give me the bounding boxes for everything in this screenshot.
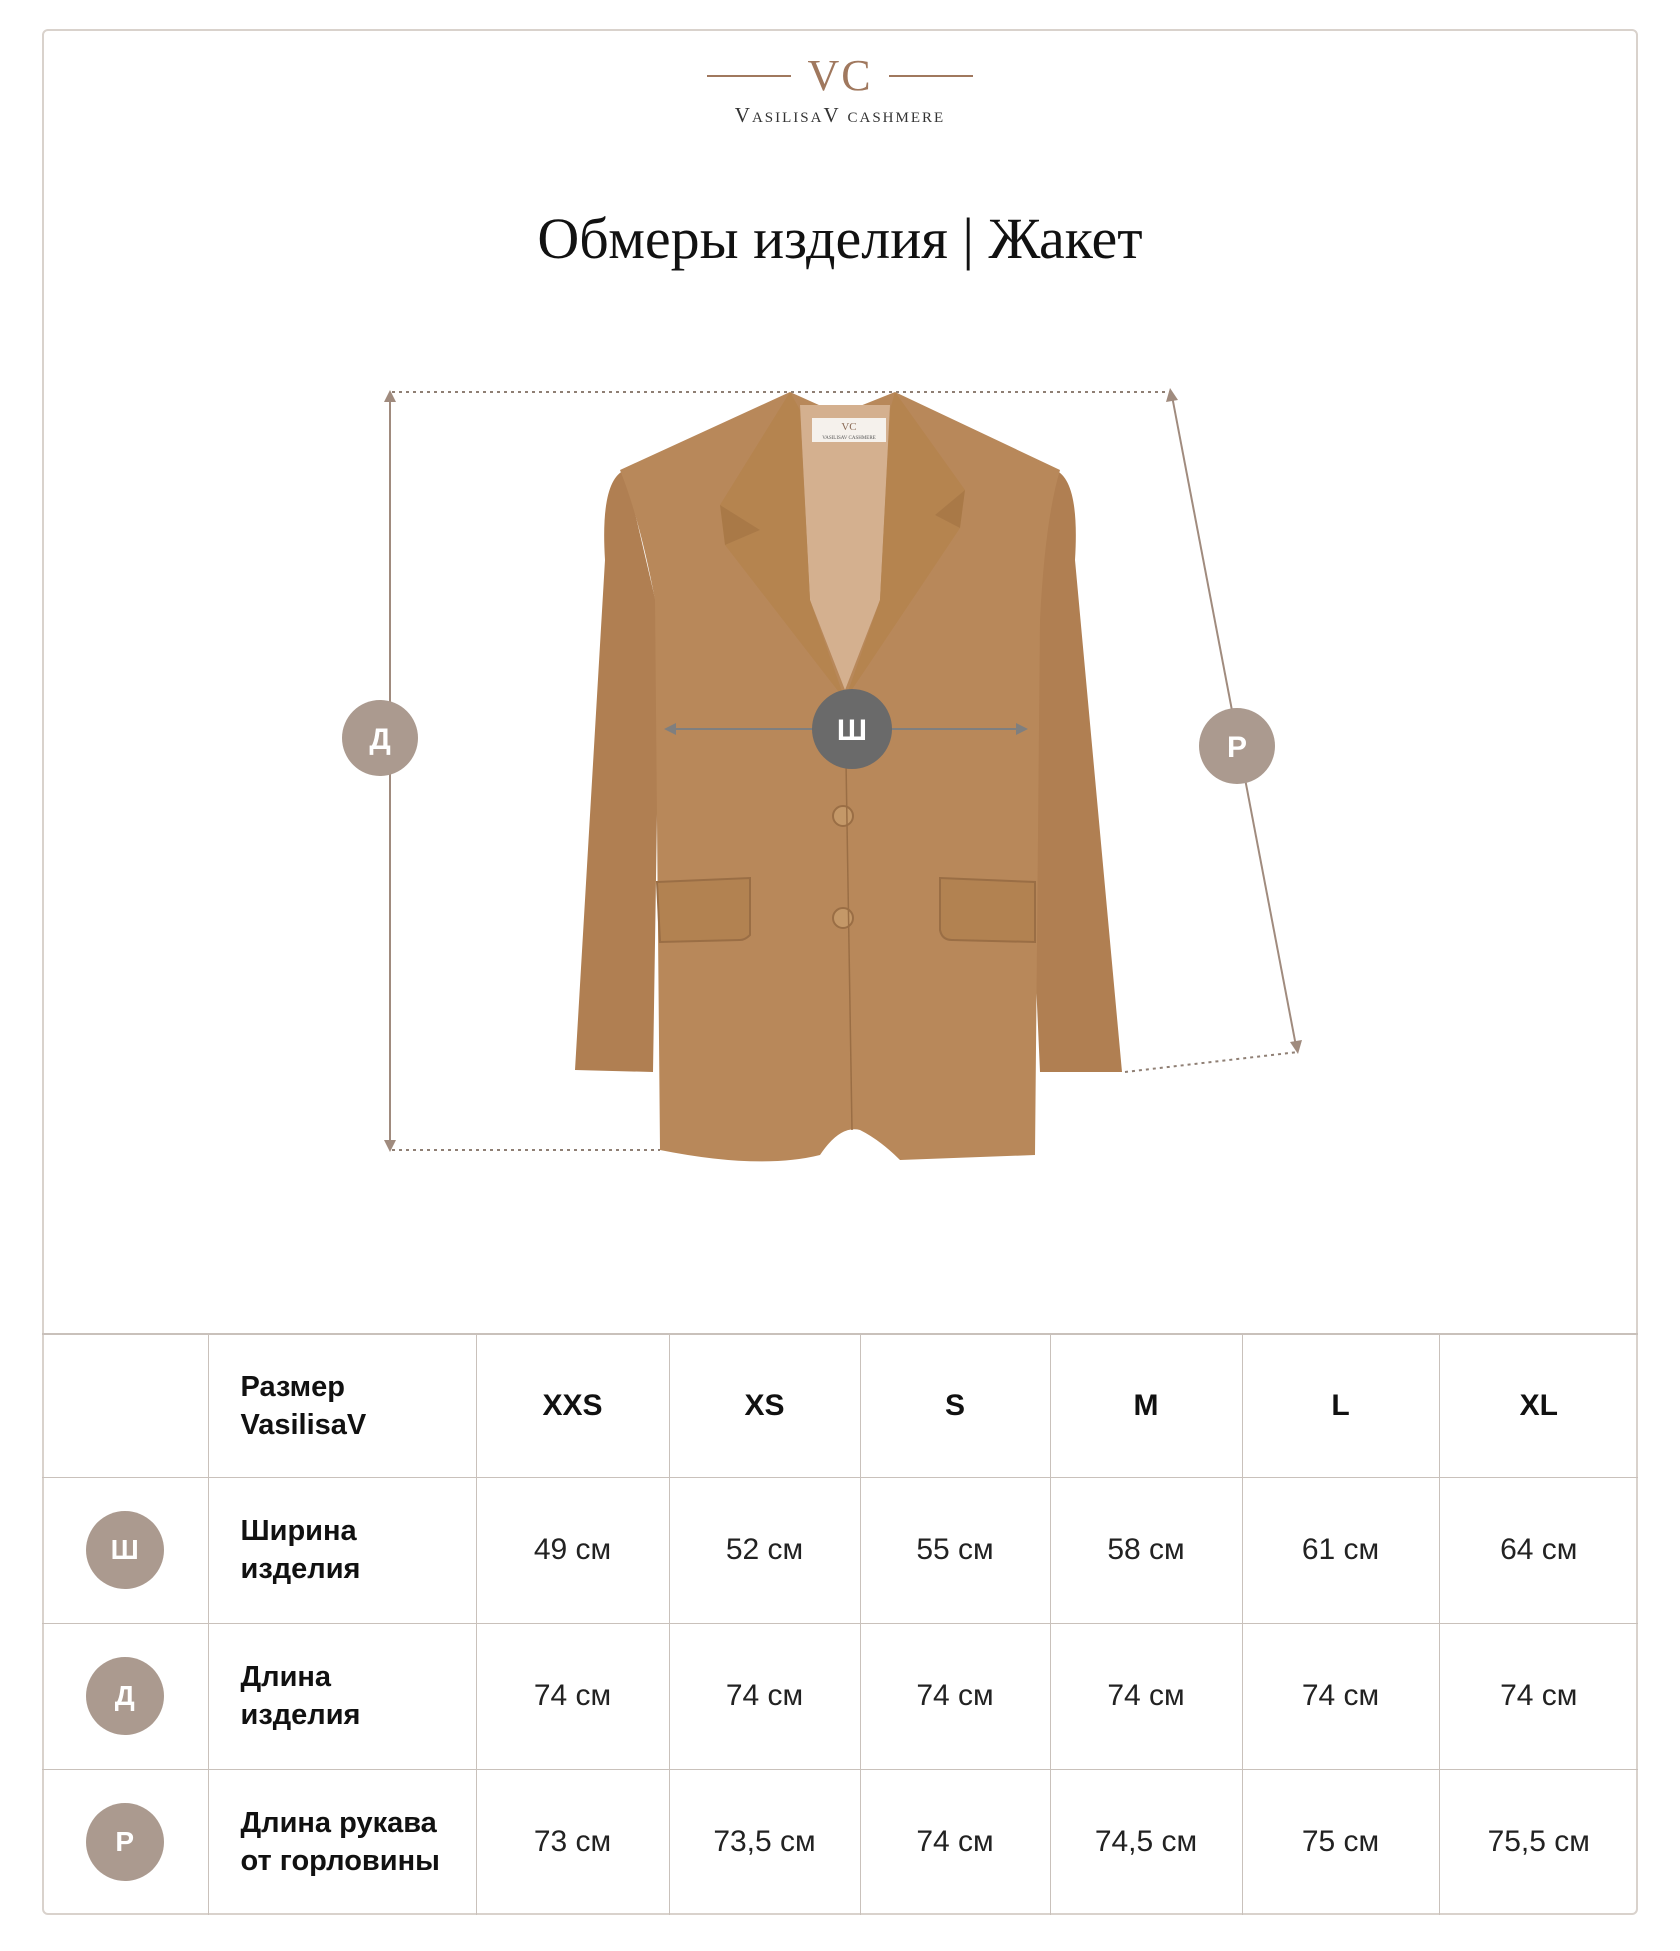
row-label — [208, 1623, 476, 1769]
header-empty-cell — [42, 1334, 208, 1477]
table-cell: 74,5 см — [1050, 1769, 1242, 1915]
row-badge-cell — [42, 1477, 208, 1623]
row-badge: Р — [86, 1803, 164, 1881]
row-badge-cell — [42, 1769, 208, 1915]
jacket-pocket-right — [940, 878, 1035, 942]
row-label-line: от горловины — [240, 1845, 440, 1878]
row-badge-cell — [42, 1623, 208, 1769]
table-cell: 74 см — [1439, 1623, 1638, 1769]
header-label-line: Размер — [240, 1370, 345, 1403]
size-header: S — [860, 1334, 1050, 1477]
table-header-row — [42, 1334, 1638, 1477]
header-label-line: VasilisaV — [240, 1408, 367, 1441]
logo-mark: VC — [807, 51, 873, 100]
badge-sleeve — [1199, 708, 1275, 784]
jacket-image — [575, 392, 1122, 1161]
table-row — [42, 1769, 1638, 1915]
table-cell: 49 см — [476, 1477, 669, 1623]
table-cell: 74 см — [1242, 1623, 1439, 1769]
row-label-line: изделия — [240, 1553, 361, 1585]
row-label-line: Длина — [240, 1661, 332, 1693]
table-cell: 73 см — [476, 1769, 669, 1915]
svg-text:VC: VC — [841, 421, 857, 433]
table-cell: 74 см — [860, 1769, 1050, 1915]
size-header: XS — [669, 1334, 860, 1477]
table-cell: 73,5 см — [669, 1769, 860, 1915]
row-label-line: Длина рукава — [240, 1807, 437, 1840]
jacket-pocket-left — [657, 878, 750, 942]
jacket-button — [833, 806, 853, 826]
table-cell: 74 см — [476, 1623, 669, 1769]
row-badge: Ш — [86, 1511, 164, 1589]
size-table — [42, 1333, 1638, 1915]
table-cell: 55 см — [860, 1477, 1050, 1623]
size-header: XXS — [476, 1334, 669, 1477]
logo-brand-name: VasilisaV cashmere — [734, 103, 946, 127]
table-row — [42, 1623, 1638, 1769]
size-header: XL — [1439, 1334, 1638, 1477]
svg-text:VASILISAV CASHMERE: VASILISAV CASHMERE — [822, 436, 876, 441]
table-cell: 58 см — [1050, 1477, 1242, 1623]
row-badge: Д — [86, 1657, 164, 1735]
row-label — [208, 1477, 476, 1623]
table-cell: 64 см — [1439, 1477, 1638, 1623]
svg-text:Д: Д — [369, 723, 391, 756]
svg-text:Р: Р — [1226, 731, 1248, 764]
table-cell: 74 см — [860, 1623, 1050, 1769]
table-cell: 74 см — [669, 1623, 860, 1769]
size-table-container — [42, 1333, 1638, 1915]
row-label-line: изделия — [240, 1699, 361, 1731]
table-cell: 52 см — [669, 1477, 860, 1623]
jacket-button — [833, 908, 853, 928]
header-size-label — [208, 1334, 476, 1477]
row-label-line: Ширина — [240, 1515, 357, 1547]
sleeve-guide-line — [1125, 1052, 1298, 1072]
table-cell: 74 см — [1050, 1623, 1242, 1769]
badge-length — [342, 700, 418, 776]
table-cell: 61 см — [1242, 1477, 1439, 1623]
svg-text:Ш: Ш — [836, 714, 868, 747]
table-cell: 75,5 см — [1439, 1769, 1638, 1915]
table-row — [42, 1477, 1638, 1623]
table-cell: 75 см — [1242, 1769, 1439, 1915]
size-header: L — [1242, 1334, 1439, 1477]
page-title: Обмеры изделия | Жакет — [537, 206, 1143, 271]
badge-width — [812, 689, 892, 769]
size-header: M — [1050, 1334, 1242, 1477]
row-label — [208, 1769, 476, 1915]
